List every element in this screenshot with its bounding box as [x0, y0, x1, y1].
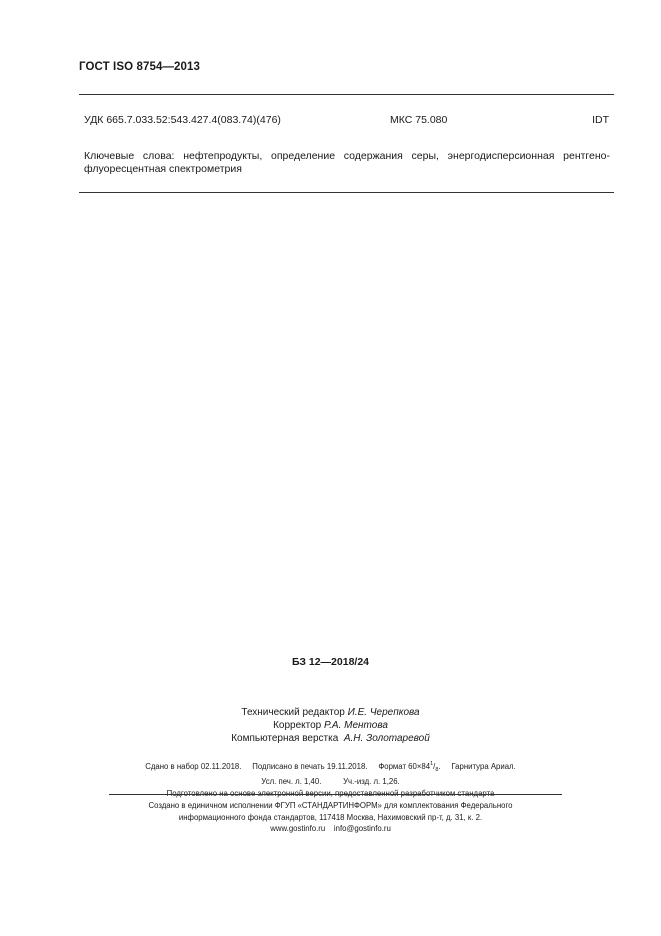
print-info-line-2: [0, 776, 661, 788]
sent-date: Сдано в набор 02.11.2018.: [145, 762, 242, 771]
bottom-divider: [79, 192, 614, 193]
mks-code: МКС 75.080: [390, 114, 448, 126]
layout-line: [0, 732, 661, 745]
prepared-note: Подготовлено на основе электронной версии, предоставленной разработчиком стандарта: [166, 789, 495, 798]
email-link[interactable]: info@gostinfo.ru: [333, 824, 391, 833]
font-name: Гарнитура Ариал.: [451, 762, 516, 771]
layout-name: А.Н. Золотаревой: [343, 733, 430, 744]
signed-date: Подписано в печать 19.11.2018.: [252, 762, 368, 771]
footer-line-2: информационного фонда стандартов, 117418 Москва, Нахимовский пр-т, д. 31, к. 2.: [178, 812, 483, 822]
bz-number: БЗ 12—2018/24: [291, 656, 370, 668]
keywords-line-1: Ключевые слова: нефтепродукты, определение содержания серы, энергодисперсионная рентгено-: [84, 150, 610, 162]
corrector-name: Р.А. Ментова: [324, 720, 388, 731]
website-link[interactable]: www.gostinfo.ru: [270, 824, 326, 833]
keywords-line-2: флуоресцентная спектрометрия: [84, 163, 242, 175]
layout-label: Компьютерная верстка: [231, 733, 339, 744]
footer-divider: [109, 794, 562, 795]
corrector-line: [0, 719, 661, 732]
standard-code: ГОСТ ISO 8754—2013: [79, 61, 201, 73]
idt-label: IDT: [592, 114, 609, 126]
tech-editor-name: И.Е. Черепкова: [347, 707, 420, 718]
tech-editor-line: [0, 706, 661, 719]
top-divider: [79, 94, 614, 95]
footer-contacts: [0, 823, 661, 835]
footer-line-1: Создано в единичном исполнении ФГУП «СТАНДАРТИНФОРМ» для комплектования Федерального: [148, 801, 513, 810]
keywords: [84, 150, 610, 176]
print-info-line-1: [0, 758, 661, 776]
publ-sheets: Уч.-изд. л. 1,26.: [343, 777, 400, 786]
tech-editor-label: Технический редактор: [241, 707, 345, 718]
corrector-label: Корректор: [273, 720, 322, 731]
format: Формат $60\times 84^1/_8$.: [378, 761, 441, 773]
publisher-footer: [0, 800, 661, 835]
print-sheets: Усл. печ. л. 1,40.: [261, 777, 322, 786]
staff-credits: [0, 706, 661, 745]
udk-code: УДК 665.7.033.52:543.427.4(083.74)(476): [84, 114, 281, 126]
